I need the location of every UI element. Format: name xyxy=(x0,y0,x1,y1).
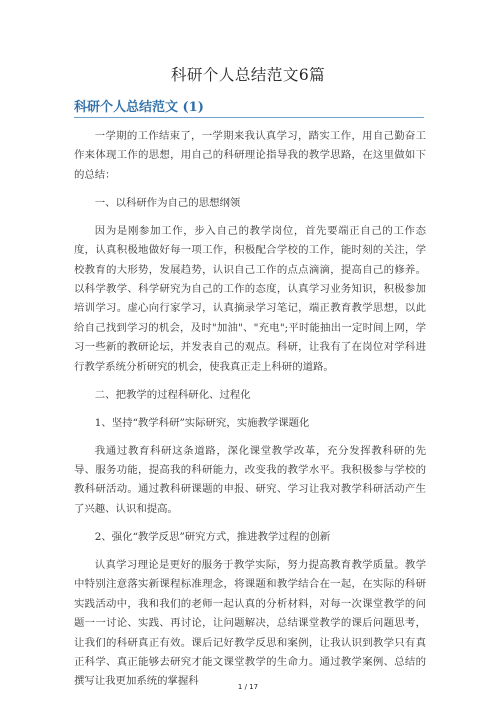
paragraph: 因为是刚参加工作，步入自己的教学岗位，首先要端正自己的工作态度，认真积极地做好每一项工作，积极配合学校的工作，能时刻的关注，学校教育的大形势，发展趋势，认识自己工作的点点滴滴，提高自己的修养。以科学教学、科学研究为自己的工作的态度，认真学习业务知识，积极参加培训学习。虚心向行家学习，认真摘录学习笔记，端正教育教学思想，以此给自己找到学习的机会，及时"加油"、"充电";平时能抽出一定时间上网，学习一些新的教研论坛，并发表自己的观点。科研，让我有了在岗位对学科进行教学系统分析研究的机会，使我真正走上科研的道路。 xyxy=(74,224,426,373)
document-body xyxy=(74,127,426,700)
subheading: 一、以科研作为自己的思想纲领 xyxy=(94,196,241,209)
document-title: 科研个人总结范文6篇 xyxy=(170,66,326,84)
subheading: 1、坚持“教学科研”实际研究，实施教学课题化 xyxy=(94,416,310,429)
paragraph: 一学期的工作结束了，一学期来我认真学习，踏实工作，用自己勤奋工作来体现工作的思想，用自己的科研理论指导我的教学思路，在这里做如下的总结： xyxy=(74,130,426,181)
page-number: 1 / 17 xyxy=(237,683,259,691)
subheading: 二、把教学的过程科研化、过程化 xyxy=(94,388,251,401)
paragraph: 认真学习理论是更好的服务于教学实际，努力提高教育教学质量。教学中特别注意落实新课程标准理念，将课题和教学结合在一起，在实际的科研实践活动中，我和我们的老师一起认真的分析材料，对每一次课堂教学的问题一一讨论、实践、再讨论，让问题解决，总结课堂教学的课后问题思考，让我们的科研真正有效。课后记好教学反思和案例，让我认识到教学只有真正科学、真正能够去研究才能文课堂教学的生命力。通过教学案例、总结的撰写让我更加系统的掌握科 xyxy=(74,558,426,688)
section-heading: 科研个人总结范文 (1) xyxy=(74,100,204,115)
section-divider xyxy=(74,117,424,118)
paragraph: 我通过教育科研这条道路，深化课堂教学改革，充分发挥教科研的先导、服务功能，提高我的科研能力，改变我的教学水平。我积极参与学校的教科研活动。通过教科研课题的申报、研究、学习让我对教学科研活动产生了兴趣、认识和提高。 xyxy=(74,444,426,515)
subheading: 2、强化“教学反思”研究方式，推进教学过程的创新 xyxy=(94,530,331,543)
